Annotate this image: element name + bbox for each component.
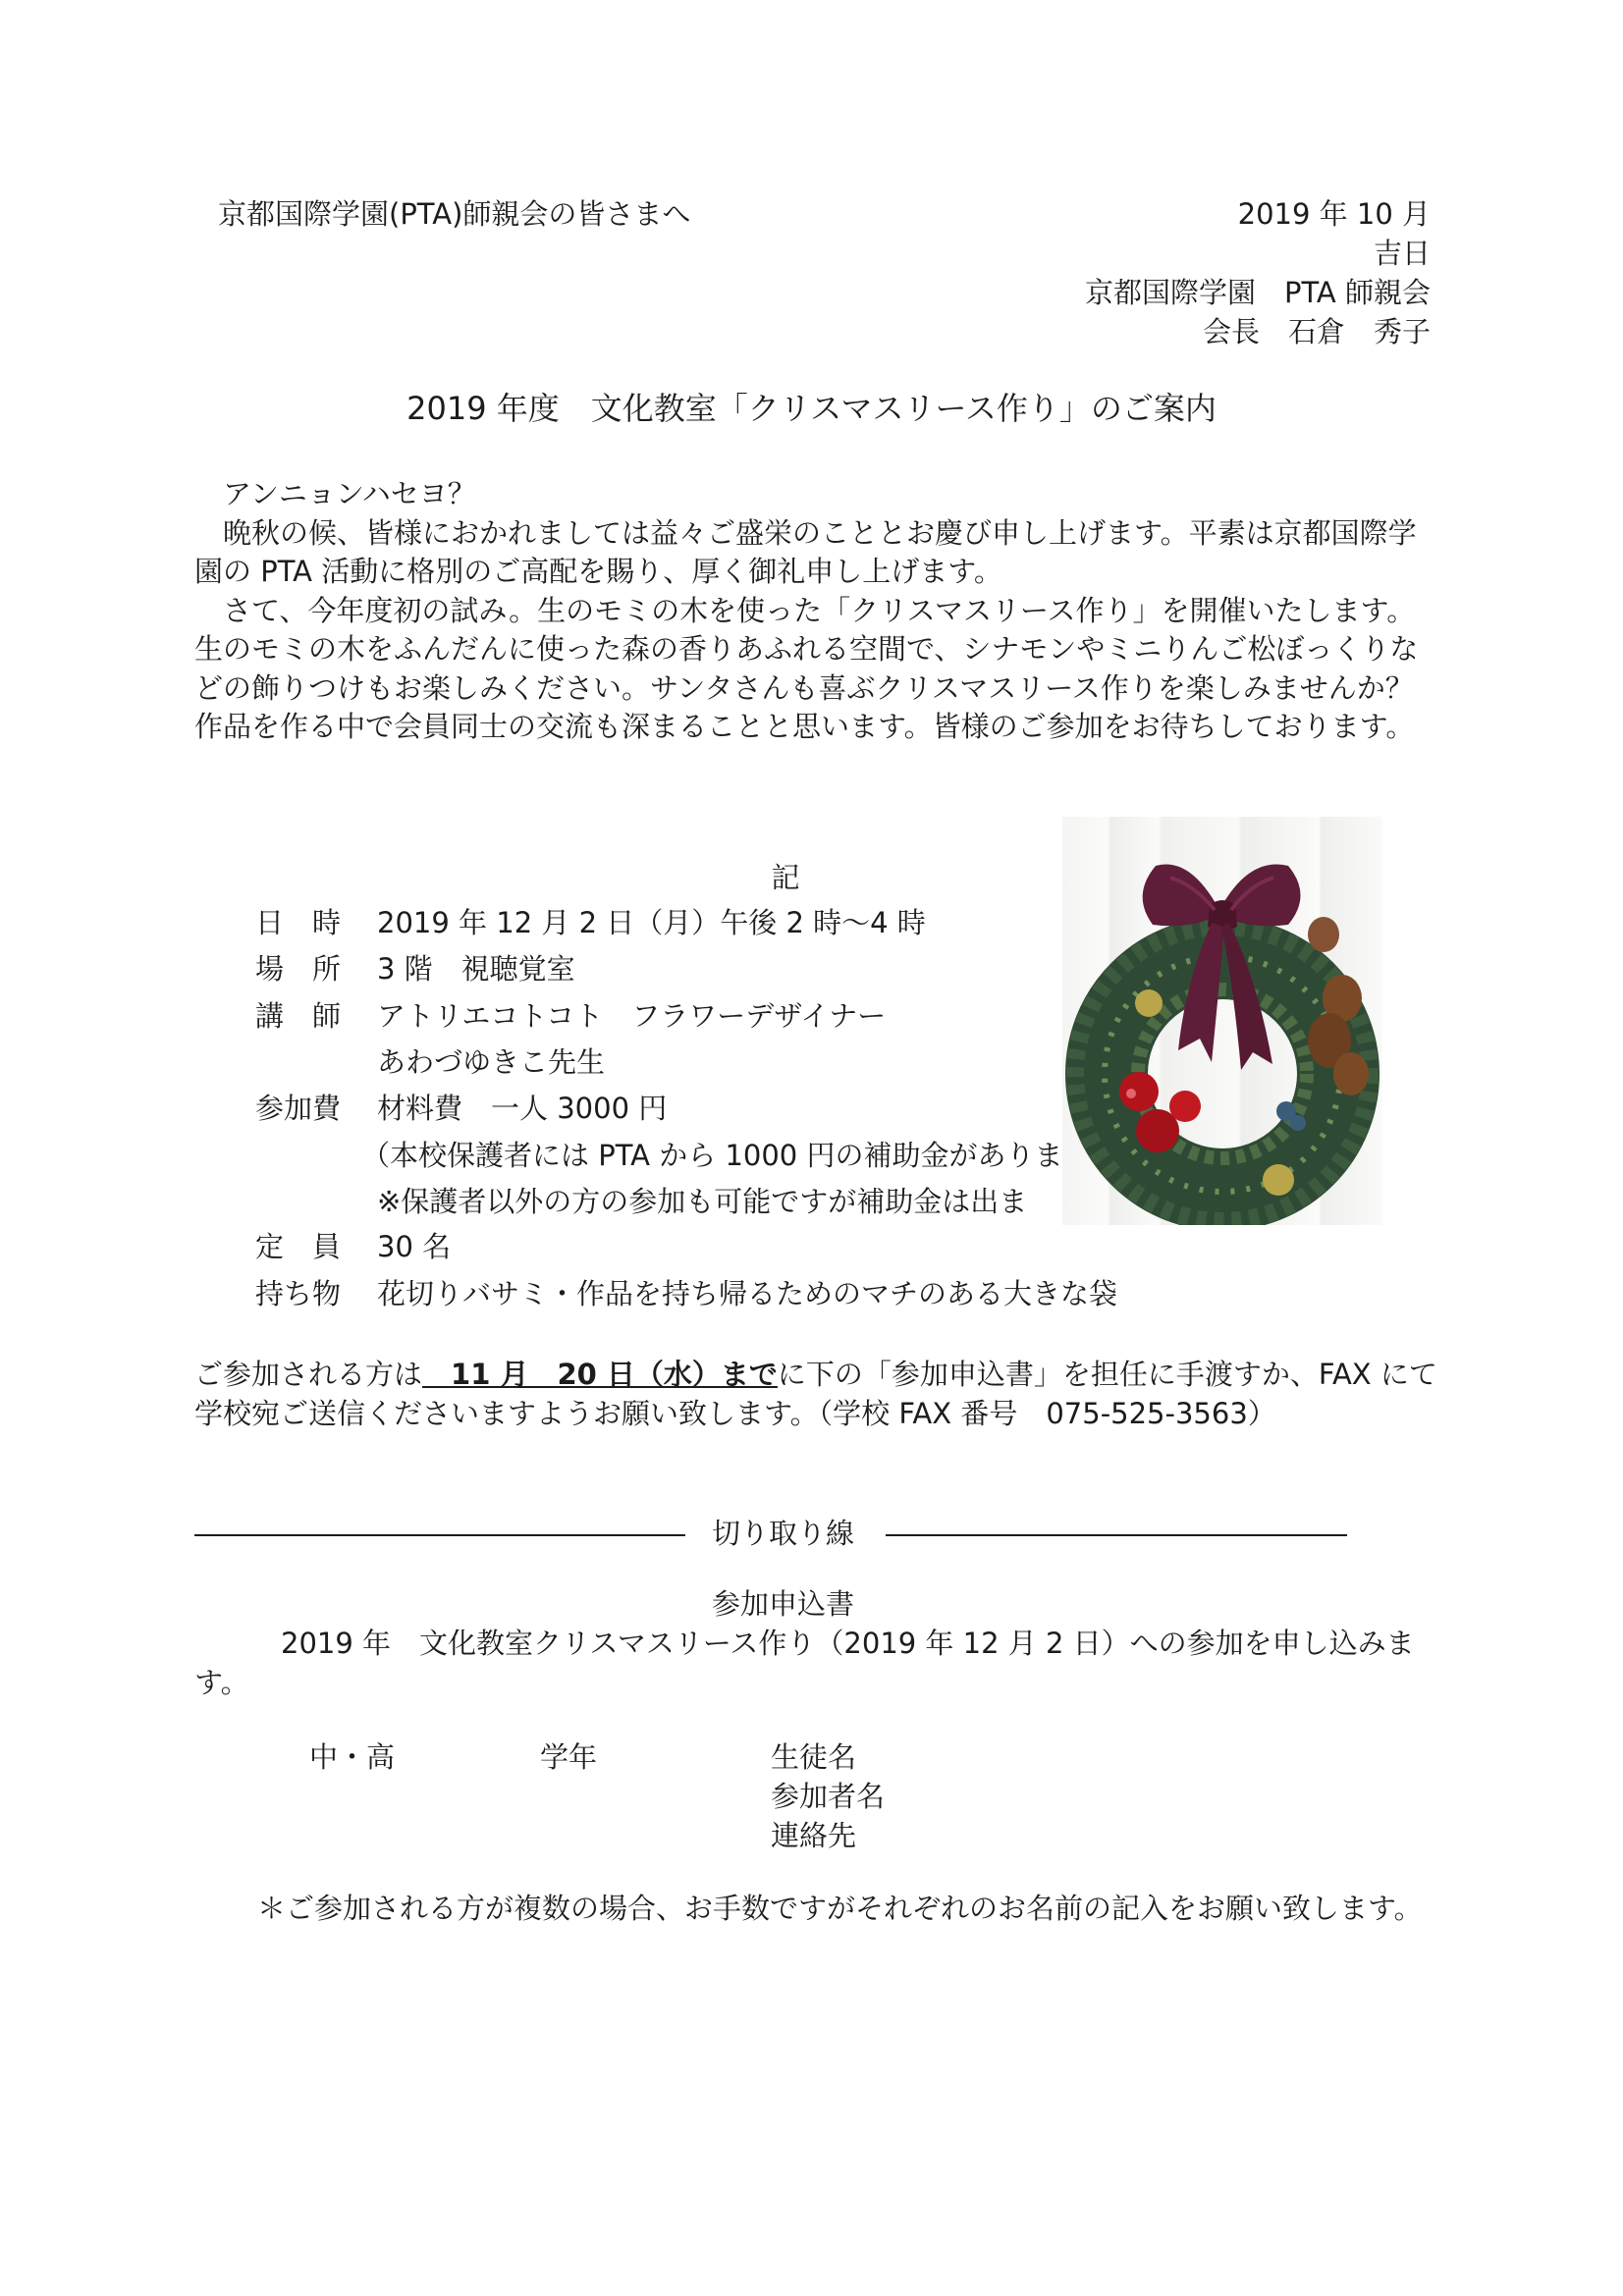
datetime-value: 2019 年 12 月 2 日（月）午後 2 時～4 時	[377, 906, 926, 939]
paragraph-seasonal-greeting: 晩秋の候、皆様におかれましては益々ご盛栄のこととお慶び申し上げます。平素は京都国際学園の PTA 活動に格別のご高配を賜り、厚く御礼申し上げます。	[194, 515, 1417, 588]
form-contact-label: 連絡先	[771, 1819, 857, 1852]
form-school-label: 中・高	[309, 1740, 396, 1774]
items-value: 花切りバサミ・作品を持ち帰るためのマチのある大きな袋	[377, 1277, 1118, 1310]
fee-note-non-guardian: ※保護者以外の方の参加も可能ですが補助金は出ま	[377, 1185, 1028, 1218]
fee-note-subsidy: （本校保護者には PTA から 1000 円の補助金がありま	[361, 1139, 1063, 1172]
fee-value: 材料費 一人 3000 円	[377, 1092, 668, 1125]
instructor-value: アトリエコトコト フラワーデザイナー	[377, 999, 887, 1033]
details-heading: 記	[771, 861, 800, 894]
capacity-value: 30 名	[377, 1230, 452, 1263]
application-deadline	[194, 1355, 1461, 1433]
sender-organization: 京都国際学園 PTA 師親会	[1084, 276, 1431, 309]
cut-line-label: 切り取り線	[712, 1517, 855, 1550]
application-form-title: 参加申込書	[712, 1587, 855, 1621]
form-grade-label: 学年	[540, 1740, 598, 1774]
cut-line-right	[886, 1534, 1347, 1536]
christmas-wreath-icon	[1062, 817, 1382, 1225]
sender-name: 会長 石倉 秀子	[1202, 315, 1431, 348]
form-footnote: ＊ご参加される方が複数の場合、お手数ですがそれぞれのお名前の記入をお願い致します。	[257, 1892, 1423, 1925]
issue-date: 2019 年 10 月 吉日	[1237, 197, 1460, 270]
document-title: 2019 年度 文化教室「クリスマスリース作り」のご案内	[406, 390, 1217, 427]
datetime-label: 日 時	[255, 906, 342, 939]
fee-label: 参加費	[255, 1092, 342, 1125]
cut-line-left	[194, 1534, 685, 1536]
items-label: 持ち物	[255, 1277, 342, 1310]
instructor-name: あわづゆきこ先生	[377, 1045, 606, 1079]
form-student-name-label: 生徒名	[771, 1740, 857, 1774]
form-participant-name-label: 参加者名	[771, 1780, 886, 1813]
deadline-suffix: に下の「参加申込書」を担任に手渡すか、FAX にて学校宛ご送信くださいますようお願い致します。（学校 FAX 番号 075-525-3563）	[194, 1358, 1437, 1430]
place-label: 場 所	[255, 952, 342, 986]
place-value: 3 階 視聴覚室	[377, 952, 575, 986]
deadline-date: 11 月 20 日（水）まで	[422, 1358, 778, 1391]
greeting: アンニョンハセヨ？	[223, 477, 476, 510]
paragraph-event-intro: さて、今年度初の試み。生のモミの木を使った「クリスマスリース作り」を開催いたします。生のモミの木をふんだんに使った森の香りあふれる空間で、シナモンやミニりんご松ぼっくりなどの飾りつけもお楽しみください。サンタさんも喜ぶクリスマスリース作りを楽しみませんか？作品を作る中で会員同士の交流も深まることと思います。皆様のご参加をお待ちしております。	[194, 593, 1419, 743]
application-form-statement: 2019 年 文化教室クリスマスリース作り（2019 年 12 月 2 日）への参加を申し込みます。	[194, 1627, 1415, 1699]
letter-body	[194, 475, 1434, 747]
capacity-label: 定 員	[255, 1230, 342, 1263]
wreath-photo	[1062, 817, 1382, 1225]
instructor-label: 講 師	[255, 999, 342, 1033]
deadline-prefix: ご参加される方は	[194, 1358, 423, 1391]
addressee: 京都国際学園(PTA)師親会の皆さまへ	[218, 197, 691, 231]
